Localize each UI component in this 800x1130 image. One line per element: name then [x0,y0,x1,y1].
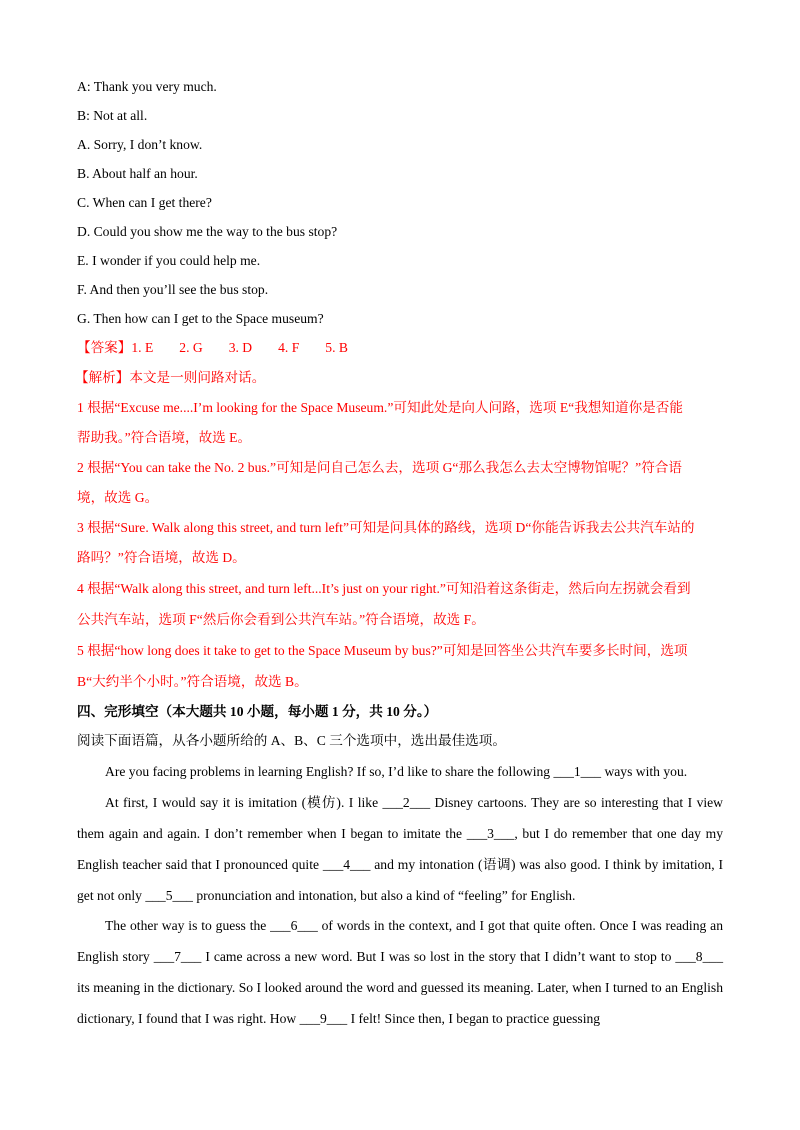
option-f: F. And then you’ll see the bus stop. [77,282,269,297]
passage-text: The other way is to guess the ___6___ of words in the context, and I got that quite often. Once I was reading an English story ___7___ I came across a new word. But I was so lost in the story that I didn’t want to stop to ___8___ its meaning in the dictionary. So I looked around the word and guessed its meaning. Later, when I turned to an English dictionary, I found that I was right. How ___9___ I felt! Since then, I began to practice guessing [77,918,723,1026]
passage-paragraph [77,787,723,911]
passage-paragraph [77,910,723,1034]
option-d: D. Could you show me the way to the bus stop? [77,224,338,239]
answer-item: 2. G [179,340,203,355]
answer-item: 4. F [278,340,300,355]
option-c: C. When can I get there? [77,195,212,210]
dialogue-line-a: A: Thank you very much. [77,79,217,94]
section-instruction: 阅读下面语篇，从各小题所给的 A、B、C 三个选项中，选出最佳选项。 [77,733,506,748]
section-title: 四、完形填空（本大题共 10 小题，每小题 1 分，共 10 分。） [77,704,438,719]
answer-item: 3. D [228,340,253,355]
analysis-line: B“大约半个小时。”符合语境，故选 B。 [77,674,308,689]
analysis-line: 3 根据“Sure. Walk along this street, and turn left”可知是问具体的路线，选项 D“你能告诉我去公共汽车站的 [77,520,695,535]
passage-text: Are you facing problems in learning English? If so, I’d like to share the following ___1___ ways with you. [105,764,688,779]
analysis-line: 境，故选 G。 [77,490,159,505]
option-e: E. I wonder if you could help me. [77,253,261,268]
analysis-line: 5 根据“how long does it take to get to the Space Museum by bus?”可知是回答坐公共汽车要多长时间，选项 [77,643,688,658]
analysis-line: 1 根据“Excuse me....I’m looking for the Space Museum.”可知此处是向人问路，选项 E“我想知道你是否能 [77,400,683,415]
analysis-line: 公共汽车站，选项 F“然后你会看到公共汽车站。”符合语境，故选 F。 [77,612,485,627]
analysis-line: 路吗？”符合语境，故选 D。 [77,550,246,565]
option-b: B. About half an hour. [77,166,198,181]
analysis-line: 帮助我。”符合语境，故选 E。 [77,430,252,445]
option-a: A. Sorry, I don’t know. [77,137,203,152]
analysis-line: 4 根据“Walk along this street, and turn left...It’s just on your right.”可知沿着这条街走，然后向左拐就会看到 [77,581,691,596]
answer-label: 【答案】 [77,340,132,355]
answer-item: 5. B [325,340,348,355]
analysis-line: 2 根据“You can take the No. 2 bus.”可知是问自己怎么去，选项 G“那么我怎么去太空博物馆呢？”符合语 [77,460,682,475]
answer-line [77,339,374,357]
answer-item: 1. E [131,340,154,355]
option-g: G. Then how can I get to the Space museum? [77,311,324,326]
passage-text: At first, I would say it is imitation (模仿). I like ___2___ Disney cartoons. They are so interesting that I view them again and again. I don’t remember when I began to imitate the ___3___, but I do remember that one day my English teacher said that I pronounced quite ___4___ and my intonation (语调) was also good. I think by imitation, I get not only ___5___ pronunciation and intonation, but also a kind of “feeling” for English. [77,795,723,903]
analysis-intro: 【解析】本文是一则问路对话。 [75,370,266,385]
dialogue-line-b: B: Not at all. [77,108,148,123]
passage-paragraph [77,756,723,787]
